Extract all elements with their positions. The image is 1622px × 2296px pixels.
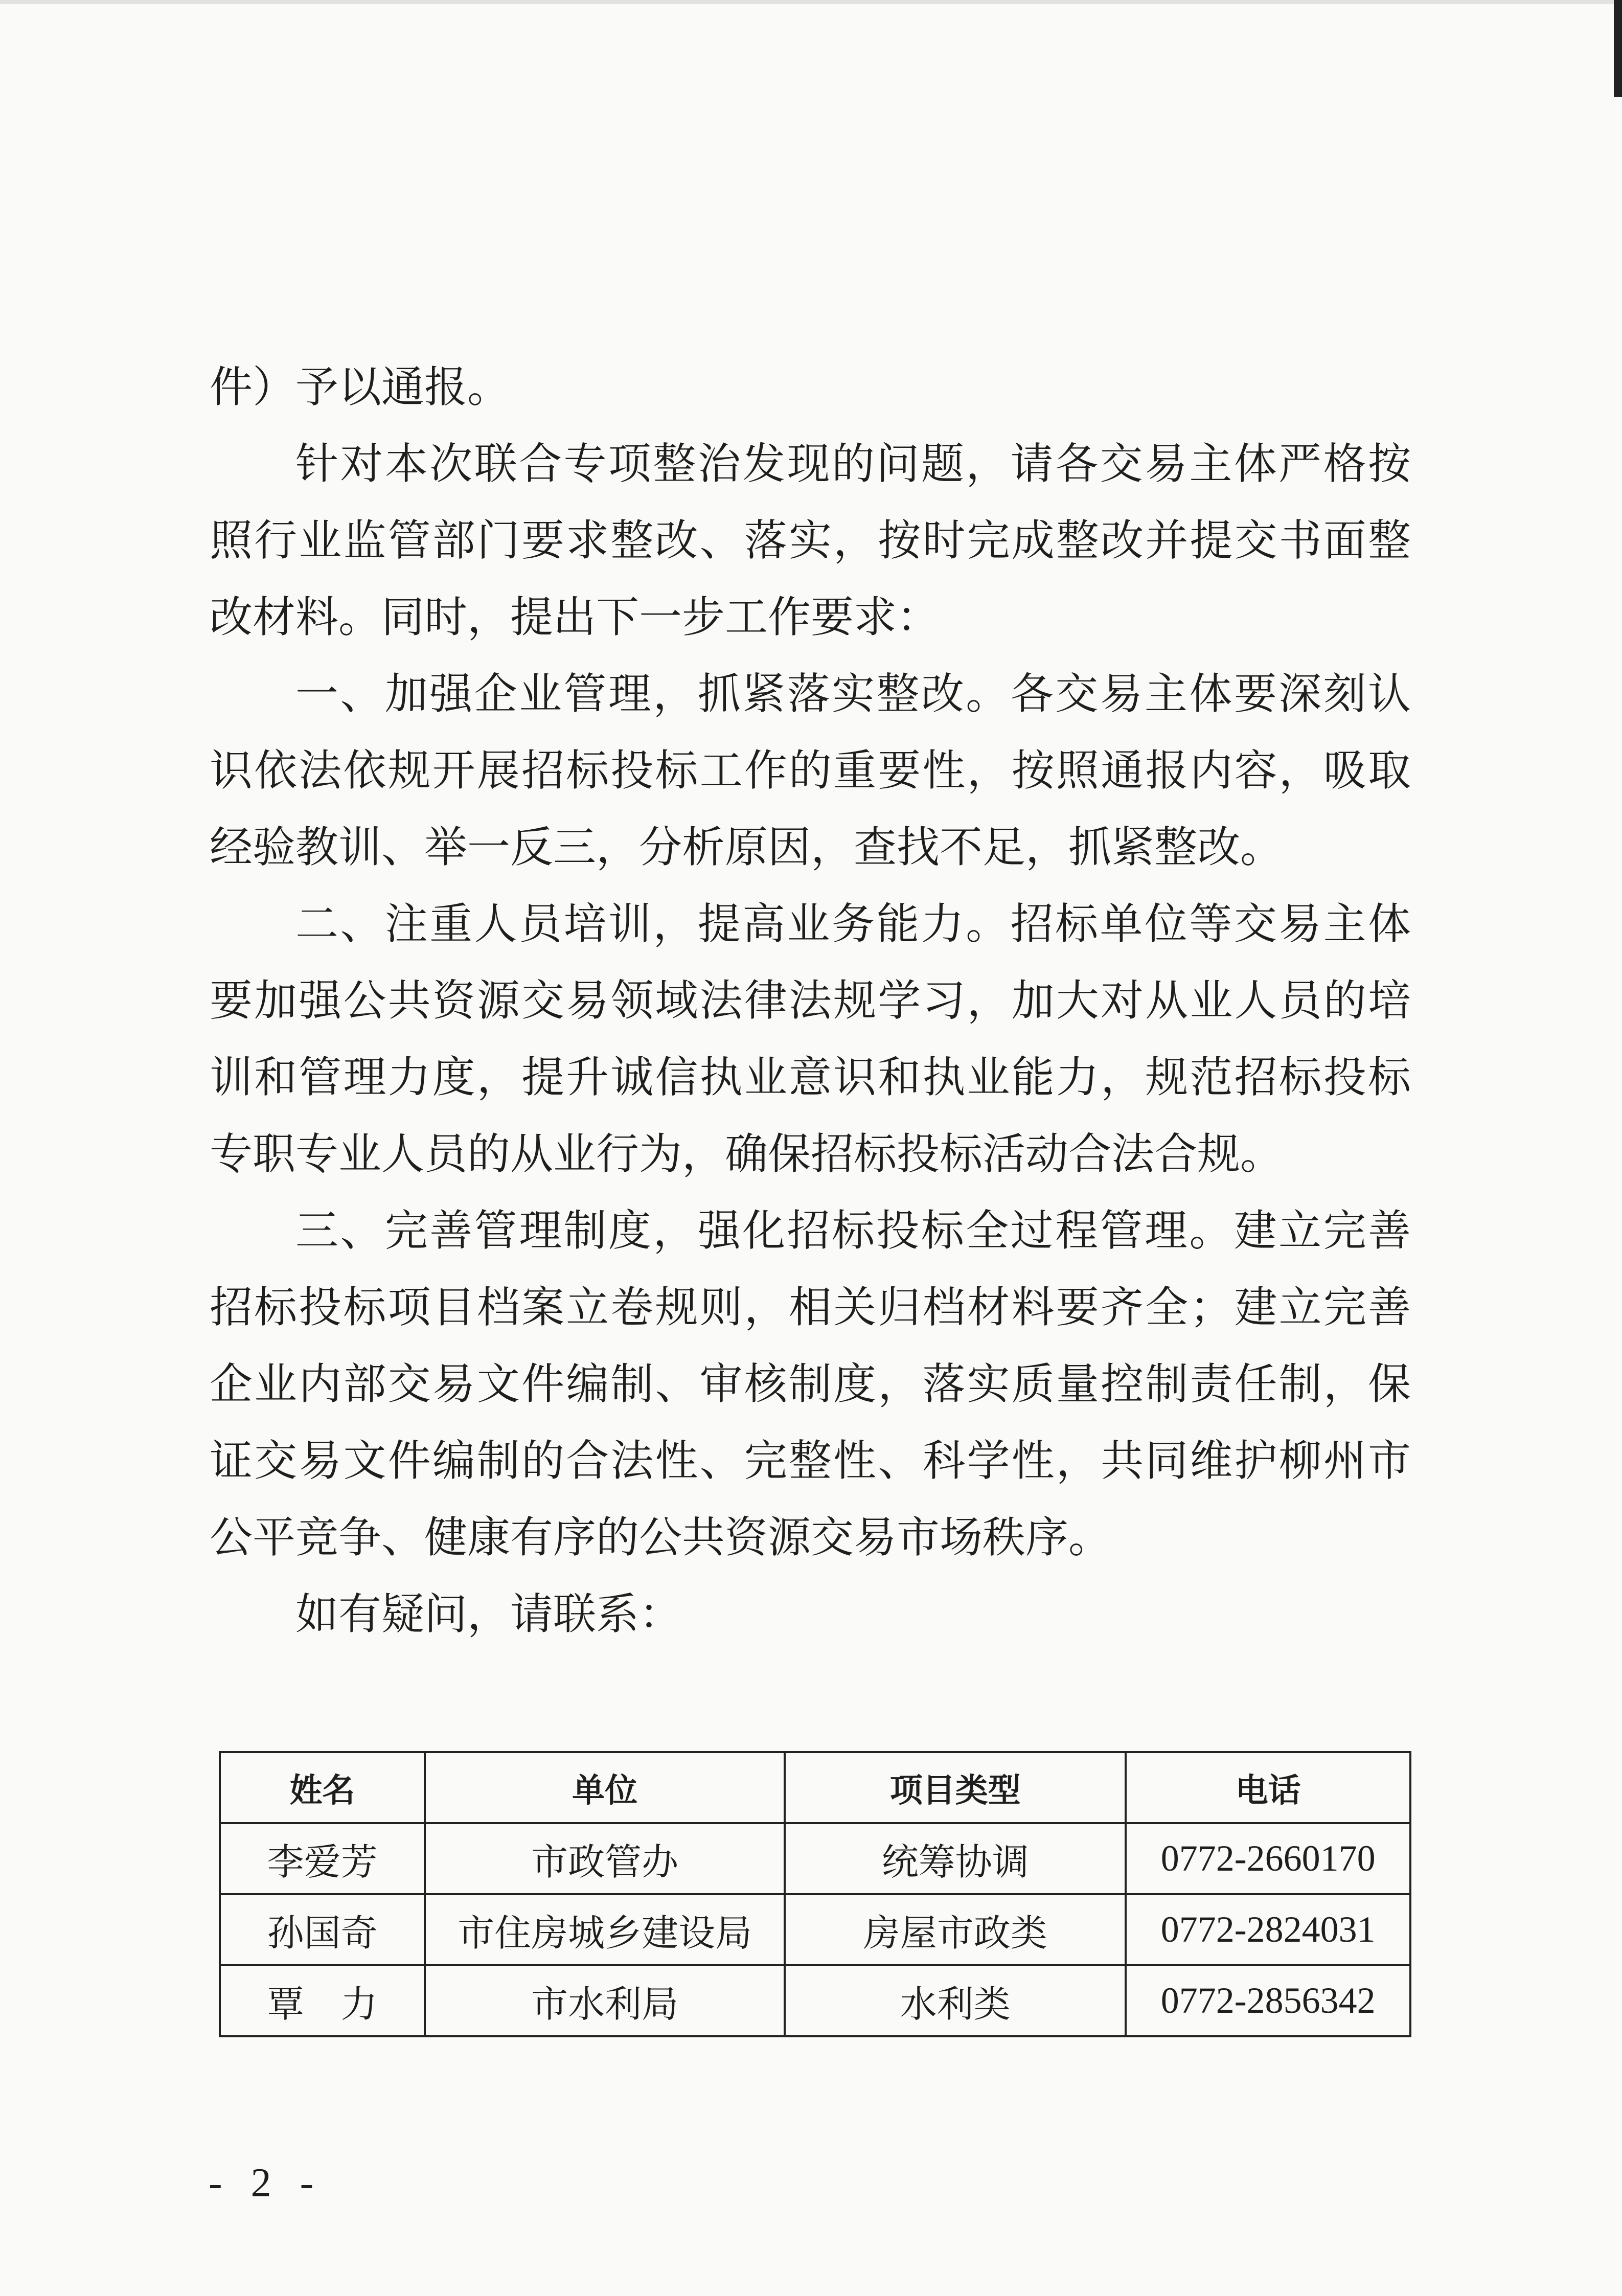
contact-project-type: 统筹协调 [785, 1823, 1126, 1894]
table-row [220, 1965, 1410, 2036]
contact-phone: 0772-2824031 [1126, 1894, 1410, 1965]
table-row [220, 1894, 1410, 1965]
paragraph-requirement-2: 二、注重人员培训，提高业务能力。招标单位等交易主体要加强公共资源交易领域法律法规学习，加大对从业人员的培训和管理力度，提升诚信执业意识和执业能力，规范招标投标专职专业人员的从业行为，确保招标投标活动合法合规。 [210, 899, 1411, 1179]
contact-table [219, 1751, 1411, 2037]
header-phone: 电话 [1126, 1752, 1410, 1823]
paragraph-contact-prompt: 如有疑问，请联系： [295, 1589, 682, 1639]
contact-unit: 市水利局 [425, 1965, 785, 2036]
header-unit: 单位 [425, 1752, 785, 1823]
contact-phone: 0772-2660170 [1126, 1823, 1410, 1894]
contact-name: 覃 力 [220, 1965, 425, 2036]
paragraph-requirement-3: 三、完善管理制度，强化招标投标全过程管理。建立完善招标投标项目档案立卷规则，相关归档材料要齐全；建立完善企业内部交易文件编制、审核制度，落实质量控制责任制，保证交易文件编制的合法性、完整性、科学性，共同维护柳州市公平竞争、健康有序的公共资源交易市场秩序。 [210, 1206, 1411, 1562]
table-row [220, 1823, 1410, 1894]
contact-unit: 市政管办 [425, 1823, 785, 1894]
header-project-type: 项目类型 [785, 1752, 1126, 1823]
contact-project-type: 房屋市政类 [785, 1894, 1126, 1965]
contact-project-type: 水利类 [785, 1965, 1126, 2036]
contact-name: 孙国奇 [220, 1894, 425, 1965]
page-number: - 2 - [209, 2161, 323, 2206]
contact-table-header-row [220, 1752, 1410, 1823]
scan-edge-mark [1614, 0, 1622, 97]
contact-phone: 0772-2856342 [1126, 1965, 1410, 2036]
document-body [210, 349, 1411, 1652]
contact-unit: 市住房城乡建设局 [425, 1894, 785, 1965]
contact-name: 李爱芳 [220, 1823, 425, 1894]
paragraph-requirement-1: 一、加强企业管理，抓紧落实整改。各交易主体要深刻认识依法依规开展招标投标工作的重要性，按照通报内容，吸取经验教训、举一反三，分析原因，查找不足，抓紧整改。 [210, 669, 1411, 872]
paragraph-intro: 针对本次联合专项整治发现的问题，请各交易主体严格按照行业监管部门要求整改、落实，按时完成整改并提交书面整改材料。同时，提出下一步工作要求： [210, 439, 1411, 642]
header-name: 姓名 [220, 1752, 425, 1823]
paragraph-continuation: 件）予以通报。 [210, 362, 511, 412]
scan-top-edge [0, 0, 1622, 4]
